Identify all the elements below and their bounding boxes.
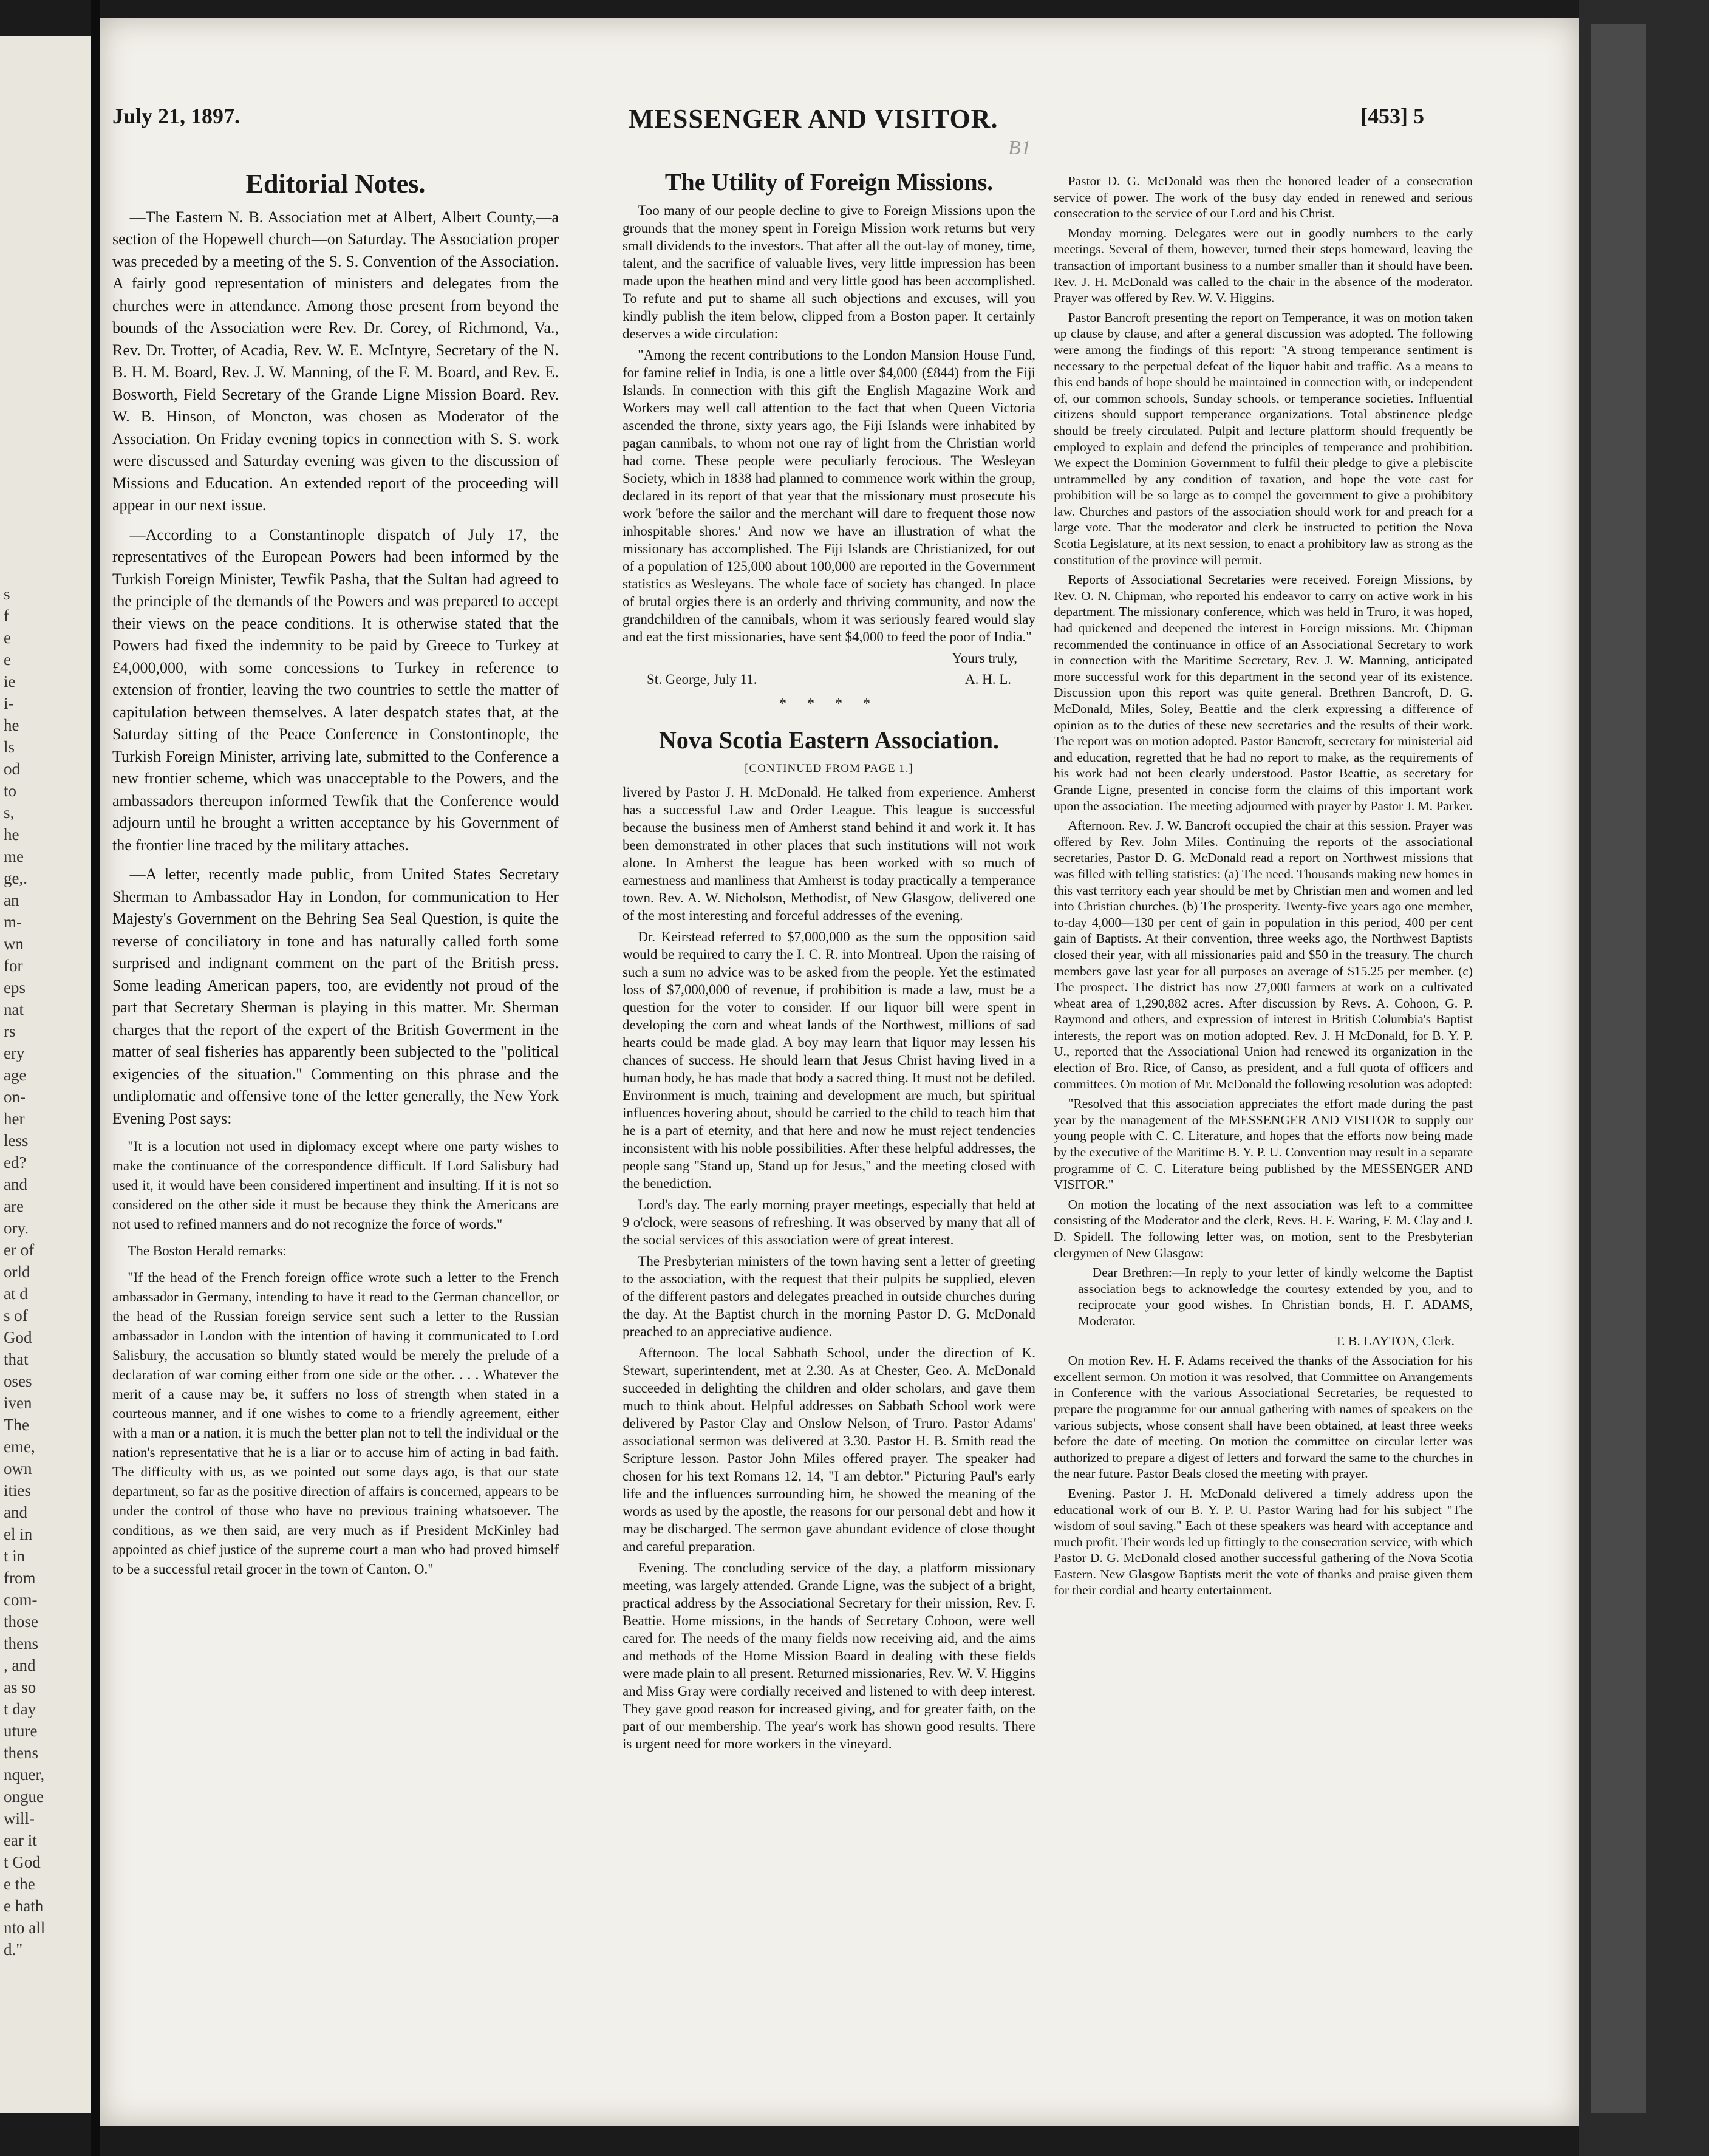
adjacent-page-fragment-line: God bbox=[4, 1328, 32, 1346]
adjacent-page-fragment-line: er of bbox=[4, 1241, 35, 1259]
adjacent-page-fragment-line: t day bbox=[4, 1700, 36, 1718]
adjacent-page-fragment-line: e bbox=[4, 650, 11, 669]
masthead-title: MESSENGER AND VISITOR. bbox=[629, 104, 998, 134]
paragraph: Pastor Bancroft presenting the report on Temperance, it was on motion taken up clause by clause, and after a general discussion was adopted. The following were among the findings of this report: "A strong temperance sentiment is necessary to the perpetual defeat of the liquor habit and traffic. As a means to this end bands of hope should be maintained in connection with, or independent of, our common schools, Sunday schools, or temperance societies. Influential citizens should support temperance organizations. Total abstinence pledge should be freely circulated. Pulpit and lecture platform should frequently be employed to explain and defend the principles of temperance and prohibition. We expect the Dominion Government to fulfil their pledge to give a plebiscite untrammelled by any condition of taxation, and hope the vote cast for prohibition will be so large as to compel the government to give a prohibitory law. Churches and pastors of the association should work for and preach for a large vote. That the moderator and clerk be instructed to petition the Nova Scotia Legislature, at its next session, to enact a prohibitory law as strong as the constitution of the province will permit. bbox=[1054, 310, 1473, 567]
adjacent-page-fragment-line: e the bbox=[4, 1875, 35, 1893]
paragraph: Lord's day. The early morning prayer meetings, especially that held at 9 o'clock, were seasons of refreshing. It was observed by many that all of the social services of this association were of great interest. bbox=[623, 1197, 1035, 1247]
adjacent-page-fragment-line: her bbox=[4, 1110, 25, 1128]
adjacent-page-fragment-line: s bbox=[4, 585, 10, 603]
adjacent-page-text bbox=[0, 36, 91, 1960]
adjacent-page-fragment-line: for bbox=[4, 957, 23, 975]
clerk-signature: T. B. LAYTON, Clerk. bbox=[1334, 1333, 1455, 1348]
adjacent-page-fragment-line: he bbox=[4, 716, 19, 734]
boston-herald-intro: The Boston Herald remarks: bbox=[128, 1243, 287, 1258]
adjacent-page-fragment-line: f bbox=[4, 607, 9, 625]
paragraph: —A letter, recently made public, from United States Secretary Sherman to Ambassador Hay in London, for communication to Her Majesty's Government on the Behring Sea Seal Question, is quite the reverse of conciliatory in tone and has naturally called forth some surprised and indignant comment on the part of the British press. Some leading American papers, too, are evidently not proud of the part that Secretary Sherman is playing in this matter. Mr. Sherman charges that the report of the expert of the British Goverment in the matter of seal fisheries has apparently been subjected to the "political exigencies of the situation." Commenting on this phrase and the undiplomatic and offensive tone of the letter generally, the New York Evening Post says: bbox=[112, 865, 559, 1127]
paragraph: Afternoon. Rev. J. W. Bancroft occupied the chair at this session. Prayer was offered by Rev. John Miles. Continuing the reports of the associational secretaries, Pastor D. G. McDonald read a report on Northwest missions that was filled with telling statistics: (a) The need. Thousands making new homes in this vast territory each year should be met by Christian men and women and led into Christian churches. (b) The prosperity. Twenty-five years ago one member, to-day 4,000—130 per cent of gain in population in this period, 400 per cent gain of Baptists. At their convention, three weeks ago, the Northwest Baptists closed their year, with all missionaries paid and $50 in the treasury. The church members gave last year for all purposes an average of $15.25 per member. (c) The prospect. The district has now 27,000 farmers at work on a cultivated wheat area of 1,290,882 acres. After discussion by Revs. A. Cohoon, G. P. Raymond and others, and expression of interest in British Columbia's Baptist interests, the report was on motion adopted. Rev. J. H McDonald, for B. Y. P. U., reported that the Associational Union had renewed its organization in the election of Bro. Rice, of Canso, as president, and a full quota of officers and committees. On motion of Mr. McDonald the following resolution was adopted: bbox=[1054, 818, 1473, 1091]
adjacent-page-fragment-line: and bbox=[4, 1503, 27, 1521]
adjacent-page-fragment-line: ory. bbox=[4, 1219, 29, 1237]
adjacent-page-fragment-line: ery bbox=[4, 1044, 25, 1062]
resolution: "Resolved that this association appreciates the effort made during the past year by the management of the MESSENGER AND VISITOR to supply our young people with C. C. Literature, and hopes that the efforts now being made by the executive of the Maritime B. Y. P. U. Convention may result in a separate programme of C. C. Literature being published by the MESSENGER AND VISITOR." bbox=[1054, 1096, 1473, 1192]
adjacent-page-fragment-line: orld bbox=[4, 1263, 30, 1281]
adjacent-page-fragment-line: and bbox=[4, 1175, 27, 1193]
column-editorial-notes bbox=[112, 173, 559, 2068]
adjacent-page-fragment-line: ie bbox=[4, 672, 16, 691]
boston-herald-quote: "If the head of the French foreign office wrote such a letter to the French ambassador in Germany, intending to have it read to the German chancellor, or the head of the Russian foreign service sent such a letter to the Russian ambassador in London with the intention of having it communicated to Lord Salisbury, the accusation so bluntly stated would be merely the prelude of a declaration of war coming either from one side or the other. . . . Whatever the merit of a cause may be, it suffers no loss of strength when stated in a courteous manner, and if one wishes to come to a friendly agreement, either with a man or a nation, it is much the better plan not to tell the individual or the nation's representative that he is a liar or to accuse him of acting in bad faith. The difficulty with us, as we pointed out some days ago, is that our state department, so far as the positive direction of affairs is concerned, appears to be under the control of those who have no previous training whatsoever. The conditions, as we then said, are very much as if President McKinley had appointed as chief justice of the supreme court a man who had proved himself to be a successful retail grocer in the town of Canton, O." bbox=[112, 1270, 559, 1577]
page-header bbox=[112, 103, 1424, 146]
adjacent-page-fragment-line: that bbox=[4, 1350, 29, 1368]
adjacent-page-fragment-line: thens bbox=[4, 1634, 38, 1653]
adjacent-page-fragment-line: com- bbox=[4, 1591, 38, 1609]
letter-place-date: St. George, July 11. bbox=[647, 672, 757, 687]
paragraph: —The Eastern N. B. Association met at Albert, Albert County,—a section of the Hopewell church—on Saturday. The Association proper was preceded by a meeting of the S. S. Convention of the Association. A fairly good representation of ministers and delegates from the churches were in attendance. Among those present from beyond the bounds of the Association were Rev. Dr. Corey, of Richmond, Va., Rev. Dr. Trotter, of Acadia, Rev. W. E. McIntyre, Secretary of the N. B. H. M. Board, Rev. J. W. Manning, of the F. M. Board, and Rev. E. Bosworth, Field Secretary of the Grande Ligne Mission Board. Rev. W. B. Hinson, of Moncton, was chosen as Moderator of the Association. On Friday evening topics in connection with S. S. work were discussed and Saturday evening was given to the discussion of Missions and Education. An extended report of the proceeding will appear in our next issue. bbox=[112, 208, 559, 514]
adjacent-page-fragment-line: el in bbox=[4, 1525, 33, 1543]
adjacent-page-fragment-line: s of bbox=[4, 1306, 28, 1325]
adjacent-page-fragment-line: an bbox=[4, 891, 19, 909]
adjacent-page-fragment-line: ear it bbox=[4, 1831, 37, 1849]
adjacent-page-fragment-line: t God bbox=[4, 1853, 41, 1871]
adjacent-page-fragment-line: age bbox=[4, 1066, 27, 1084]
adjacent-page-fragment-line: ongue bbox=[4, 1787, 44, 1806]
adjacent-page-fragment-line: rs bbox=[4, 1022, 16, 1040]
pencil-annotation: B1 bbox=[1008, 137, 1031, 159]
scanner-edge bbox=[1579, 0, 1709, 2156]
adjacent-page-fragment-line: e hath bbox=[4, 1897, 44, 1915]
column-foreign-missions bbox=[623, 173, 1035, 2068]
adjacent-page-fragment-line: will- bbox=[4, 1809, 35, 1827]
adjacent-page-fragment-line: iven bbox=[4, 1394, 32, 1412]
adjacent-page-fragment-line: The bbox=[4, 1416, 29, 1434]
adjacent-page-fragment-line: at d bbox=[4, 1284, 28, 1303]
letter-closing: Yours truly, bbox=[952, 650, 1017, 666]
paragraph: Evening. The concluding service of the day, a platform missionary meeting, was largely attended. Grande Ligne, was the subject of a bright, practical address by the Associational Secretary for their mission, Rev. F. Beattie. Home missions, in the hands of Secretary Cohoon, were well cared for. The needs of the many fields now receiving aid, and the aims and methods of the Home Mission Board in dealing with these fields were made plain to all present. Returned missionaries, Rev. W. V. Higgins and Miss Gray were cordially received and listened to with deep interest. They gave good reason for increased giving, and for greater faith, on the part of our membership. The year's work has shown good results. There is urgent need for more workers in the vineyard. bbox=[623, 1560, 1035, 1752]
adjacent-page-fragment-line: nto all bbox=[4, 1919, 46, 1937]
adjacent-page-fragment-line: t in bbox=[4, 1547, 26, 1565]
evening-post-quote: "It is a locution not used in diplomacy except where one party wishes to make the continuance of the correspondence difficult. If Lord Salisbury had used it, it would have been considered impertinent and insulting. If it is not so considered on the other side it must be because they think the Americans are not used to refined manners and do not recognize the force of words." bbox=[112, 1139, 559, 1232]
adjacent-page-fragment-line: less bbox=[4, 1131, 29, 1150]
adjacent-page-fragment-line: uture bbox=[4, 1722, 38, 1740]
continued-note: [CONTINUED FROM PAGE 1.] bbox=[745, 762, 913, 775]
paragraph: Too many of our people decline to give to Foreign Missions upon the grounds that the money spent in Foreign Mission work returns but very small dividends to the investors. That after all the out-lay of money, time, talent, and the sacrifice of valuable lives, very little impression has been made upon the heathen mind and very little good has been accomplished. To refute and put to shame all such objections and excuses, will you kindly publish the item below, clipped from a Boston paper. It certainly deserves a wide circulation: bbox=[623, 203, 1035, 341]
editorial-notes-heading: Editorial Notes. bbox=[245, 173, 426, 199]
paragraph: Afternoon. The local Sabbath School, under the direction of K. Stewart, superintendent, met at 2.30. As at Chester, Geo. A. McDonald succeeded in delighting the children and older scholars, and gave them much to think about. Helpful addresses on Sabbath School work were delivered by Pastor Clay and Onslow Nelson, of Truro. Pastor Adams' associational sermon was delivered at 3.30. Pastor H. B. Smith read the Scripture lesson. Pastor John Miles offered prayer. The speaker had chosen for his text Romans 12, 14, "I am debtor." Picturing Paul's early life and the influences surrounding him, he showed the meaning of the words as used by the apostle, the reasons for our personal debt and how it may be discharged. The sermon gave abundant evidence of close thought and careful preparation. bbox=[623, 1345, 1035, 1554]
paragraph: Pastor D. G. McDonald was then the honored leader of a consecration service of power. The work of the busy day ended in renewed and serious consecration to the service of our Lord and his Christ. bbox=[1054, 174, 1473, 221]
adjacent-page-fragment-line: from bbox=[4, 1569, 36, 1587]
section-divider: * * * * bbox=[779, 696, 879, 712]
paragraph: Dr. Keirstead referred to $7,000,000 as the sum the opposition said would be required to carry the I. C. R. into Montreal. Upon the raising of such a sum no advice was to be asked from the people. Yet the estimated loss of $7,000,000 of revenue, if prohibition is made a law, must be a question for the voter to consider. If our liquor bill were spent in developing the corn and wheat lands of the Northwest, millions of sad hearts could be made glad. A boy may learn that liquor may lessen his chances of success. He should learn that Jesus Christ having lived in a human body, he has made that body a sacred thing. It must not be defiled. Environment is much, training and development are much, but spiritual influences hovering about, should be carried to the child to teach him that he is a part of eternity, and that here and now he must reject tendencies inconsistent with his noble possibilities. After these helpful addresses, the people sang "Stand up, Stand up for Jesus," and the meeting closed with the benediction. bbox=[623, 929, 1035, 1191]
adjacent-page-fragment bbox=[0, 36, 91, 2113]
adjacent-page-fragment-line: are bbox=[4, 1197, 24, 1215]
letter-to-brethren: Dear Brethren:—In reply to your letter of kindly welcome the Baptist association begs to acknowledge the courtesy extended by you, and to reciprocate your good wishes. In Christian bonds, H. F. ADAMS, Moderator. bbox=[1078, 1265, 1473, 1328]
paragraph: "Among the recent contributions to the London Mansion House Fund, for famine relief in India, is one a little over $4,000 (£844) from the Fiji Islands. In connection with this gift the English Magazine Work and Workers may well call attention to the fact that when Queen Victoria ascended the throne, sixty years ago, the Fiji Islands were inhabited by pagan cannibals, to whom not one ray of light from the Christian world had come. These people were peculiarly ferocious. The Wesleyan Society, which in 1838 had planned to commence work within the group, declared in its report of that year that the missionary must prosecute his work 'before the sailor and the merchant will dare to frequent those now inhospitable shores.' And now we have an illustration of what the missionary has accomplished. The Fiji Islands are Christianized, for out of a population of 125,000 about 100,000 are reported in the Government statistics as Wesleyans. The whole face of society has changed. In place of brutal orgies there is an orderly and thriving community, and now the grandchildren of the cannibals, whom it was seriously feared would slay and eat the first missionaries, have sent $4,000 to feed the poor of India." bbox=[623, 347, 1035, 644]
adjacent-page-fragment-line: m- bbox=[4, 913, 22, 931]
adjacent-page-fragment-line: od bbox=[4, 760, 20, 778]
adjacent-page-fragment-line: those bbox=[4, 1612, 38, 1631]
adjacent-page-fragment-line: ed? bbox=[4, 1153, 27, 1172]
paragraph: Reports of Associational Secretaries were received. Foreign Missions, by Rev. O. N. Chipman, who reported his endeavor to carry on active work in his department. The missionary conference, which was held in Truro, it was hoped, had quickened and deepened the interest in Foreign missions. Mr. Chipman recommended the continuance in office of an Associational Secretary to work in connection with the Maritime Secretary, Rev. J. W. Manning, anticipated more successful work for this department in the second year of its existence. Discussion upon this report was quite general. Brethren Bancroft, D. G. McDonald, Miles, Soley, Beattie and the clerk expressing a difference of opinion as to the duties of these new secretaries and the results of their work. The report was on motion adopted. Pastor Bancroft, secretary for ministerial aid and education, regretted that he had no report to make, as the requirements of his work had not been clearly understood. Pastor Beattie, as secretary for Grande Ligne, presented in concise form the claims of this important work upon the association. The meeting adjourned with prayer by Pastor J. M. Parker. bbox=[1054, 572, 1473, 813]
paragraph: livered by Pastor J. H. McDonald. He talked from experience. Amherst has a successful Law and Order League. This league is successful because the business men of Amherst stand behind it and work it. It has been demonstrated in other places that such institutions will not work alone. In Amherst the league has been worked with so much of earnestness and manliness that Amherst is today practically a temperance town. Rev. A. W. Nicholson, Methodist, of New Glasgow, delivered one of the most interesting and forceful addresses of the evening. bbox=[623, 785, 1035, 923]
page-gutter bbox=[91, 0, 100, 2156]
adjacent-page-fragment-line: e bbox=[4, 629, 11, 647]
adjacent-page-fragment-line: , and bbox=[4, 1656, 36, 1674]
issue-date: July 21, 1897. bbox=[112, 104, 240, 128]
adjacent-page-fragment-line: ge,. bbox=[4, 869, 27, 887]
paragraph: Evening. Pastor J. H. McDonald delivered a timely address upon the educational work of our B. Y. P. U. Pastor Waring had for his subject "The wisdom of soul saving." Each of these speakers was heard with acceptance and much profit. Their words led up fittingly to the consecration service, with which Pastor D. G. McDonald closed another successful gathering of the Nova Scotia Eastern. New Glasgow Baptists merit the vote of thanks and praise given them for their cordial and hearty entertainment. bbox=[1054, 1486, 1473, 1598]
paragraph: —According to a Constantinople dispatch of July 17, the representatives of the European Powers had been informed by the Turkish Foreign Minister, Tewfik Pasha, that the Sultan had agreed to the principle of the demands of the Powers and was prepared to accept their views on the peace conditions. It is otherwise stated that the Powers had fixed the indemnity to be paid by Greece to Turkey at £4,000,000, with some concessions to Turkey in reference to extension of frontier, leaving the two countries to settle the matter of capitulation between themselves. A later despatch states that, at the Saturday sitting of the Peace Conference in Constontinople, the Turkish Foreign Minister, arriving late, submitted to the Conference a new frontier scheme, which was unacceptable to the Powers, and the ambassadors thereupon informed Tewfik that the Conference would adjourn until he brought a written acceptance by his Government of the frontier line traced by the military attaches. bbox=[112, 525, 559, 854]
adjacent-page-fragment-line: nquer, bbox=[4, 1765, 45, 1784]
ns-eastern-association-heading: Nova Scotia Eastern Association. bbox=[659, 726, 999, 754]
paragraph: On motion Rev. H. F. Adams received the thanks of the Association for his excellent sermon. On motion it was resolved, that Committee on Arrangements in Conference with the various Associational Secretaries, be requested to prepare the programme for our annual gathering with names of speakers on the various subjects, whose consent shall have been obtained, at least three weeks before the date of meeting. On motion the committee on circular letter was authorized to prepare a digest of letters and forward the same to the churches in the near future. Pastor Beals closed the meeting with prayer. bbox=[1054, 1353, 1473, 1481]
letter-signature-line bbox=[623, 670, 1035, 688]
adjacent-page-fragment-line: i- bbox=[4, 694, 14, 712]
adjacent-page-fragment-line: ls bbox=[4, 738, 15, 756]
adjacent-page-fragment-line: nat bbox=[4, 1000, 24, 1018]
paragraph: On motion the locating of the next association was left to a committee consisting of the Moderator and the clerk, Revs. H. F. Waring, F. M. Clay and J. D. Spidell. The following letter was, on motion, sent to the Presbyterian clergymen of New Glasgow: bbox=[1054, 1196, 1473, 1260]
adjacent-page-fragment-line: as so bbox=[4, 1678, 36, 1696]
paragraph: The Presbyterian ministers of the town having sent a letter of greeting to the association, with the request that their pulpits be supplied, eleven of the different pastors and delegates preached in outside churches during the day. At the Baptist church in the morning Pastor D. G. McDonald preached to an appreciative audience. bbox=[623, 1254, 1035, 1339]
adjacent-page-fragment-line: to bbox=[4, 782, 17, 800]
foreign-missions-heading: The Utility of Foreign Missions. bbox=[664, 173, 994, 196]
adjacent-page-fragment-line: thens bbox=[4, 1744, 38, 1762]
adjacent-page-fragment-line: wn bbox=[4, 935, 24, 953]
adjacent-page-fragment-line: d." bbox=[4, 1940, 23, 1959]
column-association-continued bbox=[1054, 173, 1473, 2068]
adjacent-page-fragment-line: own bbox=[4, 1459, 32, 1478]
adjacent-page-fragment-line: he bbox=[4, 825, 19, 844]
letter-initials: A. H. L. bbox=[964, 672, 1011, 687]
adjacent-page-fragment-line: on- bbox=[4, 1088, 26, 1106]
paragraph: Monday morning. Delegates were out in goodly numbers to the early meetings. Several of them, however, turned their steps homeward, leaving the transaction of important business to a number smaller than it should have been. Rev. J. H. McDonald was called to the chair in the absence of the moderator. Prayer was offered by Rev. W. V. Higgins. bbox=[1054, 225, 1473, 305]
adjacent-page-fragment-line: eme, bbox=[4, 1438, 35, 1456]
adjacent-page-fragment-line: oses bbox=[4, 1372, 32, 1390]
adjacent-page-fragment-line: s, bbox=[4, 803, 15, 822]
adjacent-page-fragment-line: me bbox=[4, 847, 24, 865]
page-number: [453] 5 bbox=[1360, 104, 1424, 128]
adjacent-page-fragment-line: ities bbox=[4, 1481, 31, 1499]
adjacent-page-fragment-line: eps bbox=[4, 978, 26, 997]
